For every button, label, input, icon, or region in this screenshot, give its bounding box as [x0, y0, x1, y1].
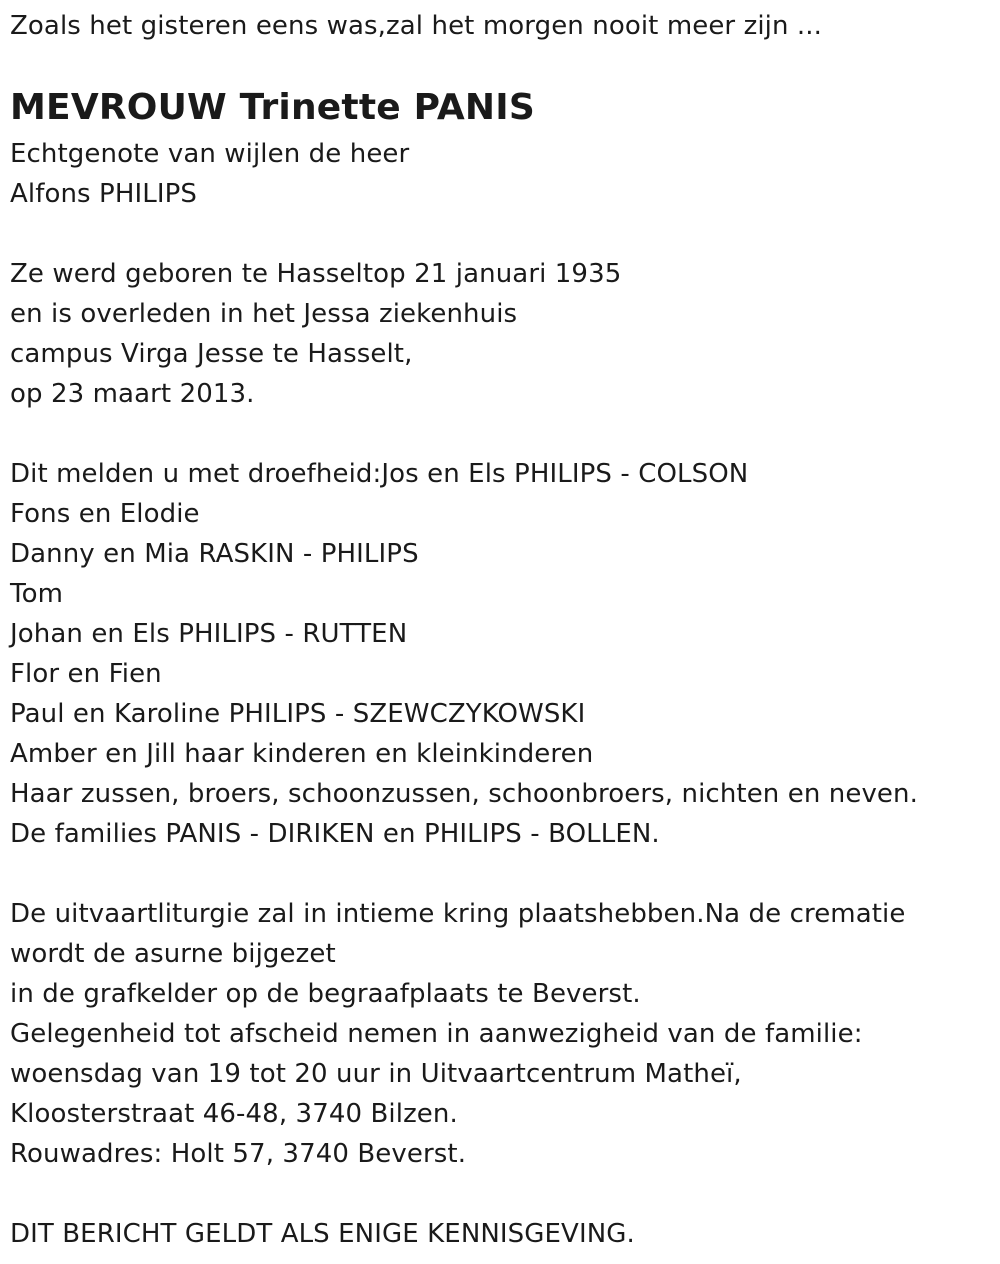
mourner-line: Dit melden u met droefheid:Jos en Els PHILIPS - COLSON — [10, 459, 749, 489]
mourner-line: Amber en Jill haar kinderen en kleinkinderen — [10, 739, 594, 769]
birth-death-line: op 23 maart 2013. — [10, 379, 255, 409]
ceremony-line: Kloosterstraat 46-48, 3740 Bilzen. — [10, 1099, 458, 1129]
mourner-line: Tom — [10, 579, 63, 609]
spouse-section — [10, 134, 990, 214]
mourner-line: Danny en Mia RASKIN - PHILIPS — [10, 539, 419, 569]
spacer — [10, 414, 990, 454]
spacer — [10, 1174, 990, 1214]
deceased-name: MEVROUW Trinette PANIS — [10, 87, 535, 128]
ceremony-section — [10, 894, 990, 1174]
mourner-line: Haar zussen, broers, schoonzussen, schoonbroers, nichten en neven. — [10, 779, 918, 809]
mourner-line: Fons en Elodie — [10, 499, 200, 529]
obituary-notice — [10, 6, 990, 1254]
ceremony-line: De uitvaartliturgie zal in intieme kring plaatshebben.Na de crematie — [10, 899, 906, 929]
ceremony-line: Gelegenheid tot afscheid nemen in aanwezigheid van de familie: — [10, 1019, 863, 1049]
mourner-line: Johan en Els PHILIPS - RUTTEN — [10, 619, 408, 649]
motto: Zoals het gisteren eens was,zal het morgen nooit meer zijn ... — [10, 11, 823, 41]
birth-death-line: campus Virga Jesse te Hasselt, — [10, 339, 413, 369]
birth-death-line: en is overleden in het Jessa ziekenhuis — [10, 299, 518, 329]
ceremony-line: in de grafkelder op de begraafplaats te Beverst. — [10, 979, 641, 1009]
spacer — [10, 854, 990, 894]
mourner-line: Flor en Fien — [10, 659, 162, 689]
notice-footer: DIT BERICHT GELDT ALS ENIGE KENNISGEVING. — [10, 1219, 635, 1249]
ceremony-line: woensdag van 19 tot 20 uur in Uitvaartcentrum Matheï, — [10, 1059, 742, 1089]
spouse-line: Alfons PHILIPS — [10, 179, 197, 209]
spacer — [10, 214, 990, 254]
ceremony-line: wordt de asurne bijgezet — [10, 939, 336, 969]
mourner-line: De families PANIS - DIRIKEN en PHILIPS - BOLLEN. — [10, 819, 660, 849]
mourners-section — [10, 454, 990, 854]
spouse-line: Echtgenote van wijlen de heer — [10, 139, 410, 169]
birth-death-section — [10, 254, 990, 414]
ceremony-line: Rouwadres: Holt 57, 3740 Beverst. — [10, 1139, 467, 1169]
birth-death-line: Ze werd geboren te Hasseltop 21 januari 1935 — [10, 259, 622, 289]
mourner-line: Paul en Karoline PHILIPS - SZEWCZYKOWSKI — [10, 699, 586, 729]
